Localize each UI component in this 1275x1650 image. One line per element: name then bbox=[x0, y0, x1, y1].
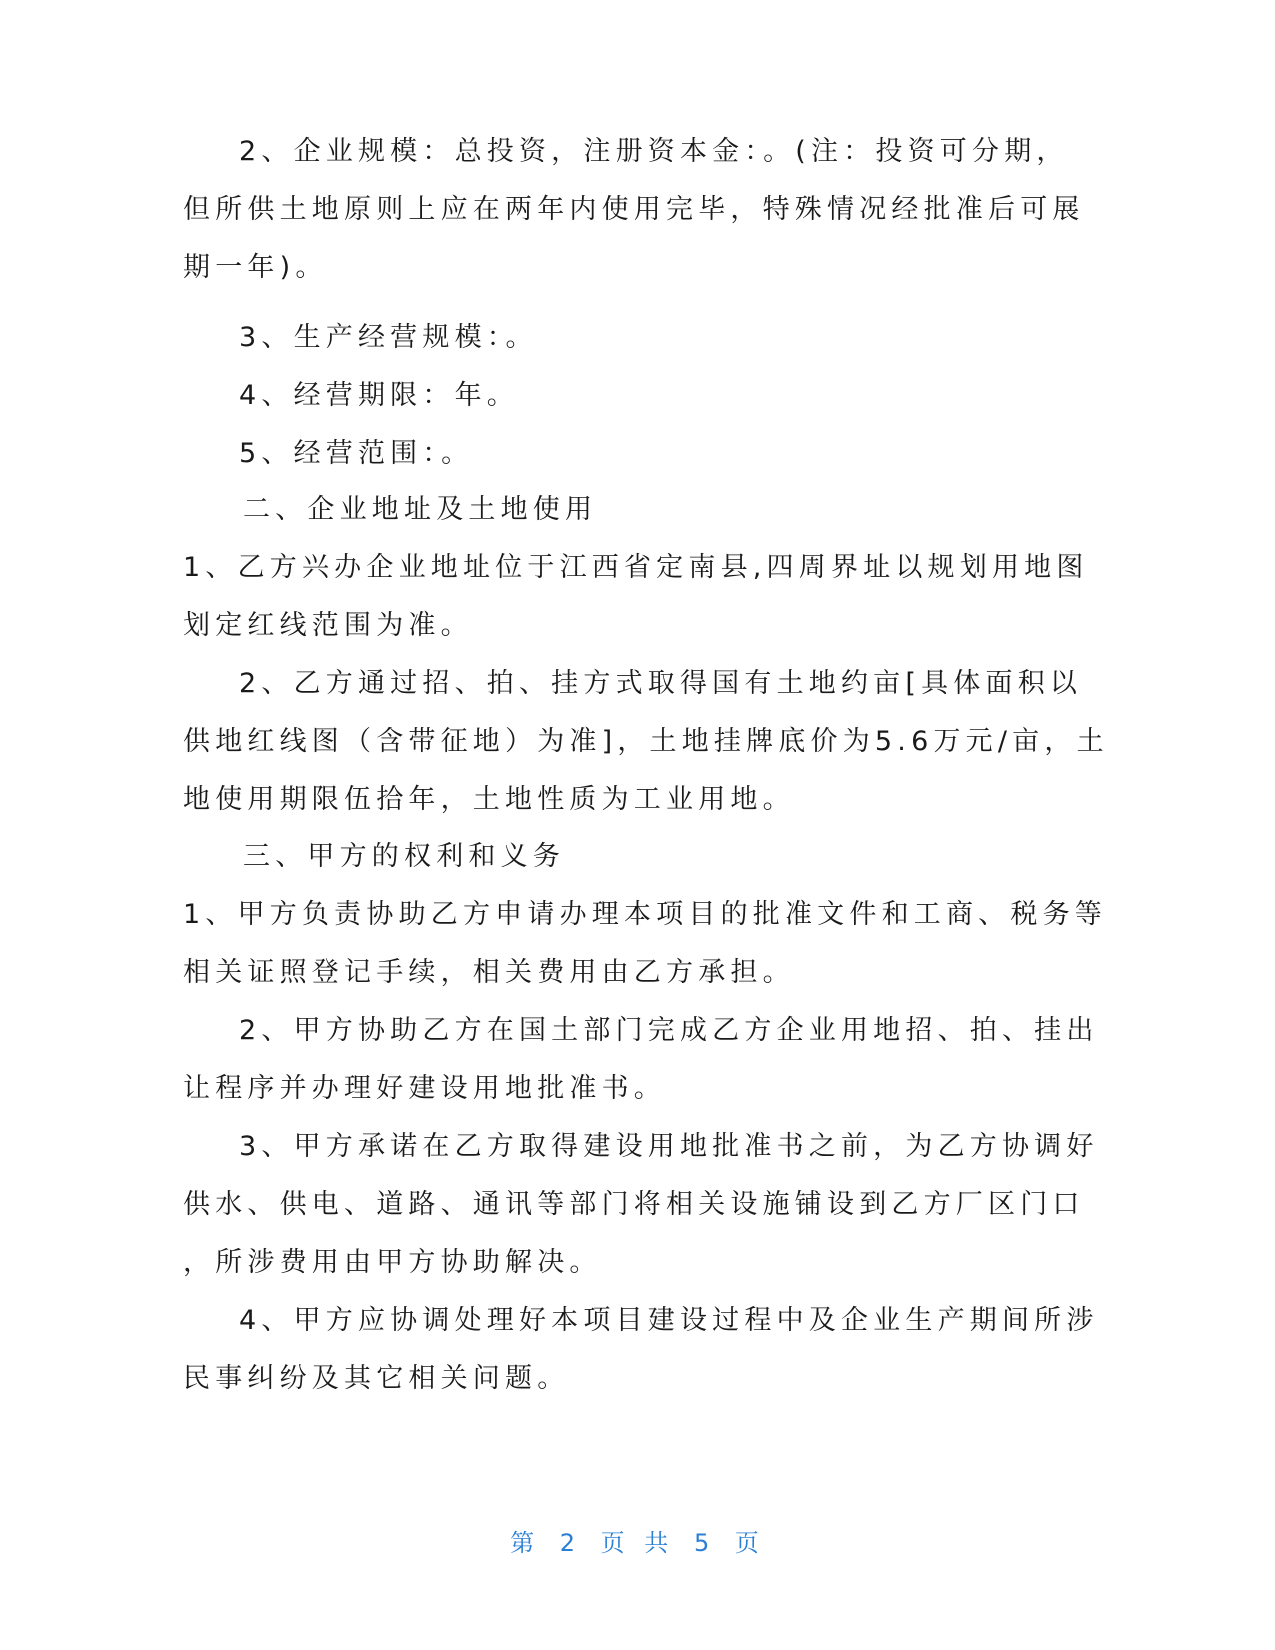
total-pages-number: 5 bbox=[693, 1529, 716, 1557]
footer-middle: 页 共 bbox=[600, 1529, 675, 1557]
footer-prefix: 第 bbox=[510, 1529, 541, 1557]
section-heading: 三、甲方的权利和义务 bbox=[243, 841, 565, 872]
current-page-number: 2 bbox=[559, 1529, 582, 1557]
paragraph-line: 供水、供电、道路、通讯等部门将相关设施铺设到乙方厂区门口 bbox=[183, 1189, 1085, 1220]
paragraph-line: 期一年)。 bbox=[183, 252, 328, 283]
paragraph-line: 2、乙方通过招、拍、挂方式取得国有土地约亩[具体面积以 bbox=[239, 668, 1083, 699]
paragraph-line: 4、甲方应协调处理好本项目建设过程中及企业生产期间所涉 bbox=[239, 1305, 1099, 1336]
paragraph-line: 2、企业规模：总投资，注册资本金：。(注：投资可分期， bbox=[239, 136, 1069, 167]
page-footer bbox=[0, 1527, 1275, 1559]
paragraph-line: 民事纠纷及其它相关问题。 bbox=[183, 1363, 570, 1394]
paragraph-line: 让程序并办理好建设用地批准书。 bbox=[183, 1073, 666, 1104]
paragraph-line: 1、乙方兴办企业地址位于江西省定南县,四周界址以规划用地图 bbox=[183, 552, 1089, 583]
section-heading: 二、企业地址及土地使用 bbox=[243, 494, 598, 525]
paragraph-line: 3、甲方承诺在乙方取得建设用地批准书之前，为乙方协调好 bbox=[239, 1131, 1099, 1162]
paragraph-line: 但所供土地原则上应在两年内使用完毕，特殊情况经批准后可展 bbox=[183, 194, 1085, 225]
paragraph-line: 3、生产经营规模：。 bbox=[239, 322, 538, 353]
paragraph-line: 供地红线图（含带征地）为准]，土地挂牌底价为5.6万元/亩，土 bbox=[183, 726, 1109, 757]
paragraph-line: 相关证照登记手续，相关费用由乙方承担。 bbox=[183, 957, 795, 988]
paragraph-line: ，所涉费用由甲方协助解决。 bbox=[183, 1247, 602, 1278]
paragraph-line: 4、经营期限：年。 bbox=[239, 380, 519, 411]
paragraph-line: 5、经营范围：。 bbox=[239, 438, 474, 469]
paragraph-line: 地使用期限伍拾年，土地性质为工业用地。 bbox=[183, 784, 795, 815]
paragraph-line: 2、甲方协助乙方在国土部门完成乙方企业用地招、拍、挂出 bbox=[239, 1015, 1099, 1046]
footer-suffix: 页 bbox=[734, 1529, 765, 1557]
paragraph-line: 1、甲方负责协助乙方申请办理本项目的批准文件和工商、税务等 bbox=[183, 899, 1107, 930]
paragraph-line: 划定红线范围为准。 bbox=[183, 610, 473, 641]
